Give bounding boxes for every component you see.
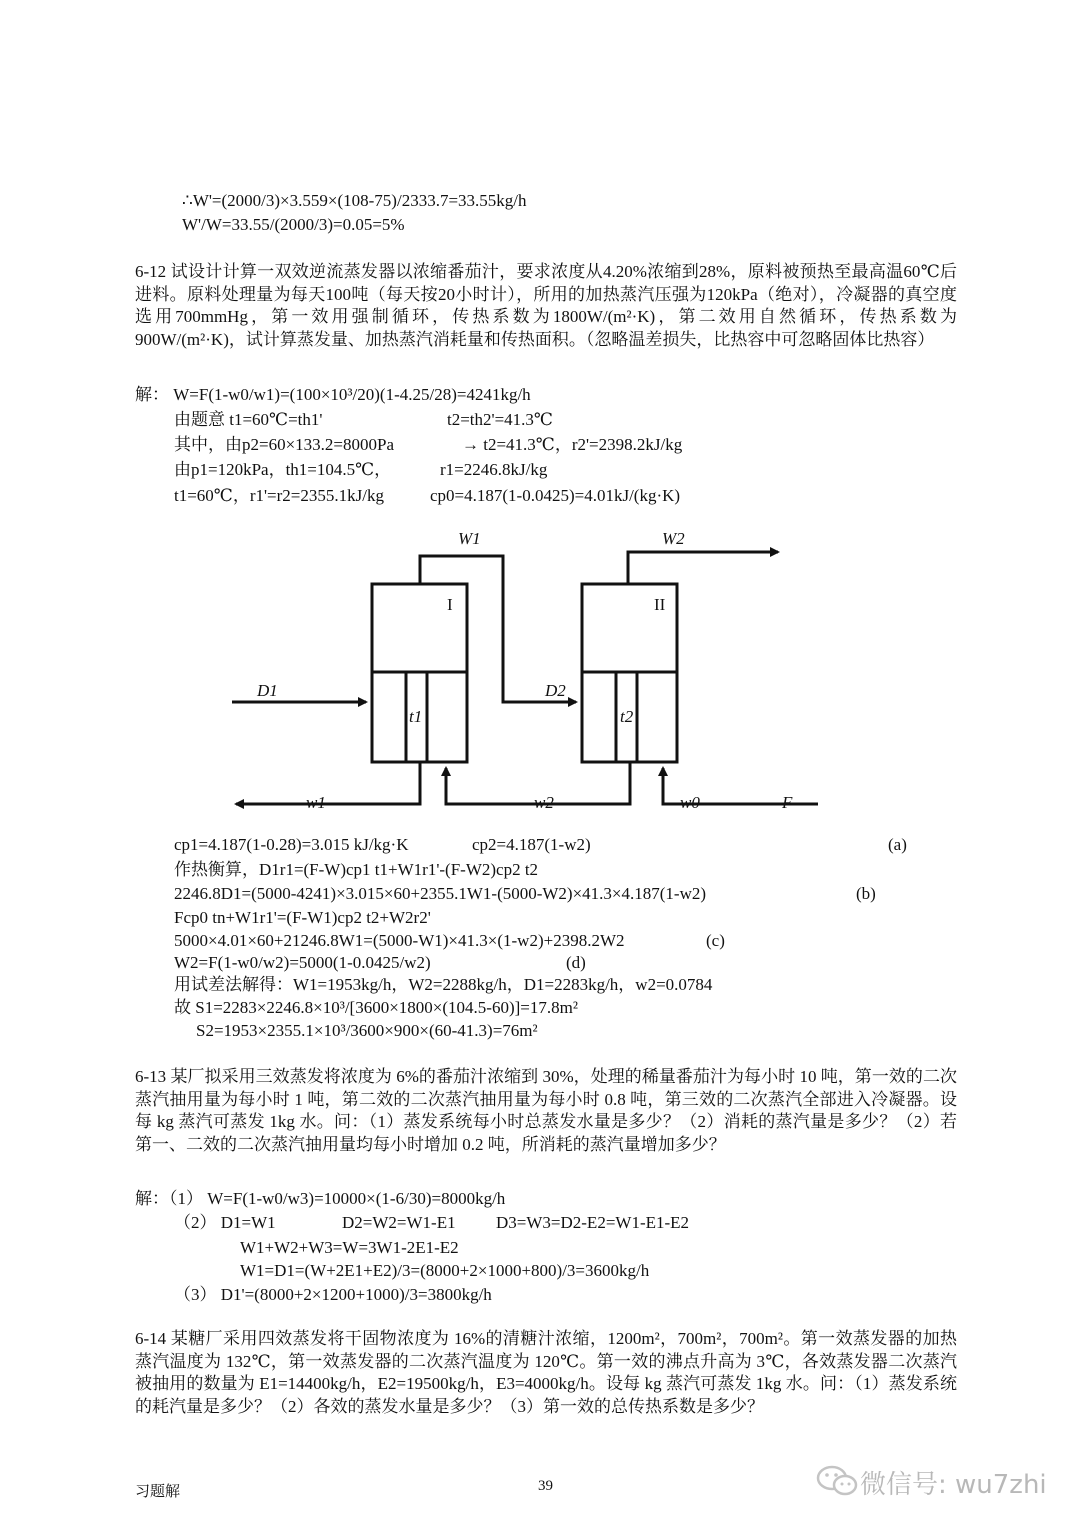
calc-line: cp1=4.187(1-0.28)=3.015 kJ/kg·K [174,835,409,854]
label-W2: W2 [662,529,685,548]
problem-6-14: 6-14 某糖厂采用四效蒸发将干固物浓度为 16%的清糖汁浓缩，1200m²，700m²，700m²。第一效蒸发器的加热蒸汽温度为 132℃，第一效蒸发器的二次蒸汽温度为 120℃。第一效的沸点升高为 3℃，各效蒸发器二次蒸汽被抽用的数量为 E1=14400kg/h，E2=19500kg/h，E3=4000kg/h。设每 kg 蒸汽可蒸发 1kg 水。问：（1）蒸发系统的耗汽量是多少？（2）各效的蒸发水量是多少？（3）第一效的总传热系数是多少？ [135,1329,957,1416]
solution-line: cp0=4.187(1-0.0425)=4.01kJ/(kg·K) [430,486,681,505]
product-w1-line [236,762,420,804]
label-effect-I: I [447,595,453,614]
label-D2: D2 [545,681,566,700]
calc-line: 用试差法解得：W1=1953kg/h，W2=2288kg/h，D1=2283kg/h，w2=0.0784 [174,975,713,994]
problem-6-13: 6-13 某厂拟采用三效蒸发将浓度为 6%的番茄汁浓缩到 30%，处理的稀量番茄汁为每小时 10 吨，第一效的二次蒸汽抽用量为每小时 1 吨，第二效的二次蒸汽抽用量为每小时 0.8 吨，第三效的二次蒸汽全部进入冷凝器。设每 kg 蒸汽可蒸发 1kg 水。问：（1）蒸发系统每小时总蒸发水量是多少？（2）消耗的蒸汽量是多少？（2）若第一、二效的二次蒸汽抽用量均每小时增加 0.2 吨，所消耗的蒸汽量增加多少？ [135,1067,957,1154]
eq-tag: (d) [566,953,586,972]
vapor-w2-line [628,552,778,584]
eq-tag: (c) [706,931,725,950]
solution-line: 其中，由p2=60×133.2=8000Pa [174,435,395,454]
solution-line: W1=D1=(W+2E1+E2)/3=(8000+2×1000+800)/3=3600kg/h [240,1261,650,1280]
solution-line: 解： W=F(1-w0/w1)=(100×10³/20)(1-4.25/28)=4241kg/h [135,385,531,404]
problem-6-12: 6-12 试设计计算一双效逆流蒸发器以浓缩番茄汁，要求浓度从4.20%浓缩到28%，原料被预热至最高温60℃后进料。原料处理量为每天100吨（每天按20小时计），所用的加热蒸汽压强为120kPa（绝对），冷凝器的真空度选用700mmHg，第一效用强制循环，传热系数为1800W/(m²·K)，第二效用自然循环，传热系数为900W/(m²·K)，试计算蒸发量、加热蒸汽消耗量和传热面积。（忽略温差损失，比热容中可忽略固体比热容） [135,262,957,349]
calc-line: 作热衡算，D1r1=(F-W)cp1 t1+W1r1'-(F-W2)cp2 t2 [174,860,539,879]
label-w1: w1 [306,793,326,812]
eq-tag: (a) [888,835,907,854]
label-t1: t1 [409,707,423,726]
solution-line: D2=W2=W1-E1 [342,1213,456,1232]
label-effect-II: II [654,595,666,614]
calc-line: S2=1953×2355.1×10³/3600×900×(60-41.3)=76m² [196,1021,538,1040]
solution-line: → t2=41.3℃，r2'=2398.2kJ/kg [462,435,683,454]
solution-line: 由题意 t1=60℃=th1' [174,410,323,429]
label-w0: w0 [680,793,700,812]
solution-line: 由p1=120kPa，th1=104.5℃， [174,460,392,479]
label-t2: t2 [620,707,634,726]
solution-line: （3） D1'=(8000+2×1200+1000)/3=3800kg/h [174,1285,492,1304]
calc-line: 2246.8D1=(5000-4241)×3.015×60+2355.1W1-(5000-W2)×41.3×4.187(1-w2) [174,884,707,903]
label-W1: W1 [458,529,481,548]
calc-line: W2=F(1-w0/w2)=5000(1-0.0425/w2) [174,953,431,972]
calc-line: Fcp0 tn+W1r1'=(F-W1)cp2 t2+W2r2' [174,908,431,927]
label-D1: D1 [257,681,278,700]
footer-title: 习题解 [135,1484,181,1500]
label-F: F [782,793,793,812]
label-w2: w2 [534,793,554,812]
calc-line: cp2=4.187(1-w2) [472,835,591,854]
solution-line: r1=2246.8kJ/kg [440,460,548,479]
page-number: 39 [538,1478,553,1494]
calc-line: 故 S1=2283×2246.8×10³/[3600×1800×(104.5-60)]=17.8m² [174,998,578,1017]
calc-line: 5000×4.01×60+21246.8W1=(5000-W1)×41.3×(1-w2)+2398.2W2 [174,931,625,950]
solution-line: D3=W3=D2-E2=W1-E1-E2 [496,1213,690,1232]
solution-line: t2=th2'=41.3℃ [447,410,553,429]
solution-line: t1=60℃，r1'=r2=2355.1kJ/kg [174,486,384,505]
eq-tag: (b) [856,884,876,903]
solution-line: 解：（1） W=F(1-w0/w3)=10000×(1-6/30)=8000kg/h [135,1189,506,1208]
solution-line: W1+W2+W3=W=3W1-2E1-E2 [240,1238,459,1257]
solution-line: （2） D1=W1 [174,1213,276,1232]
eq-line: W'/W=33.55/(2000/3)=0.05=5% [182,215,405,234]
watermark-text: 微信号: wu7zhi [860,1470,1047,1500]
eq-line: ∴W'=(2000/3)×3.559×(108-75)/2333.7=33.55kg/h [182,191,527,210]
